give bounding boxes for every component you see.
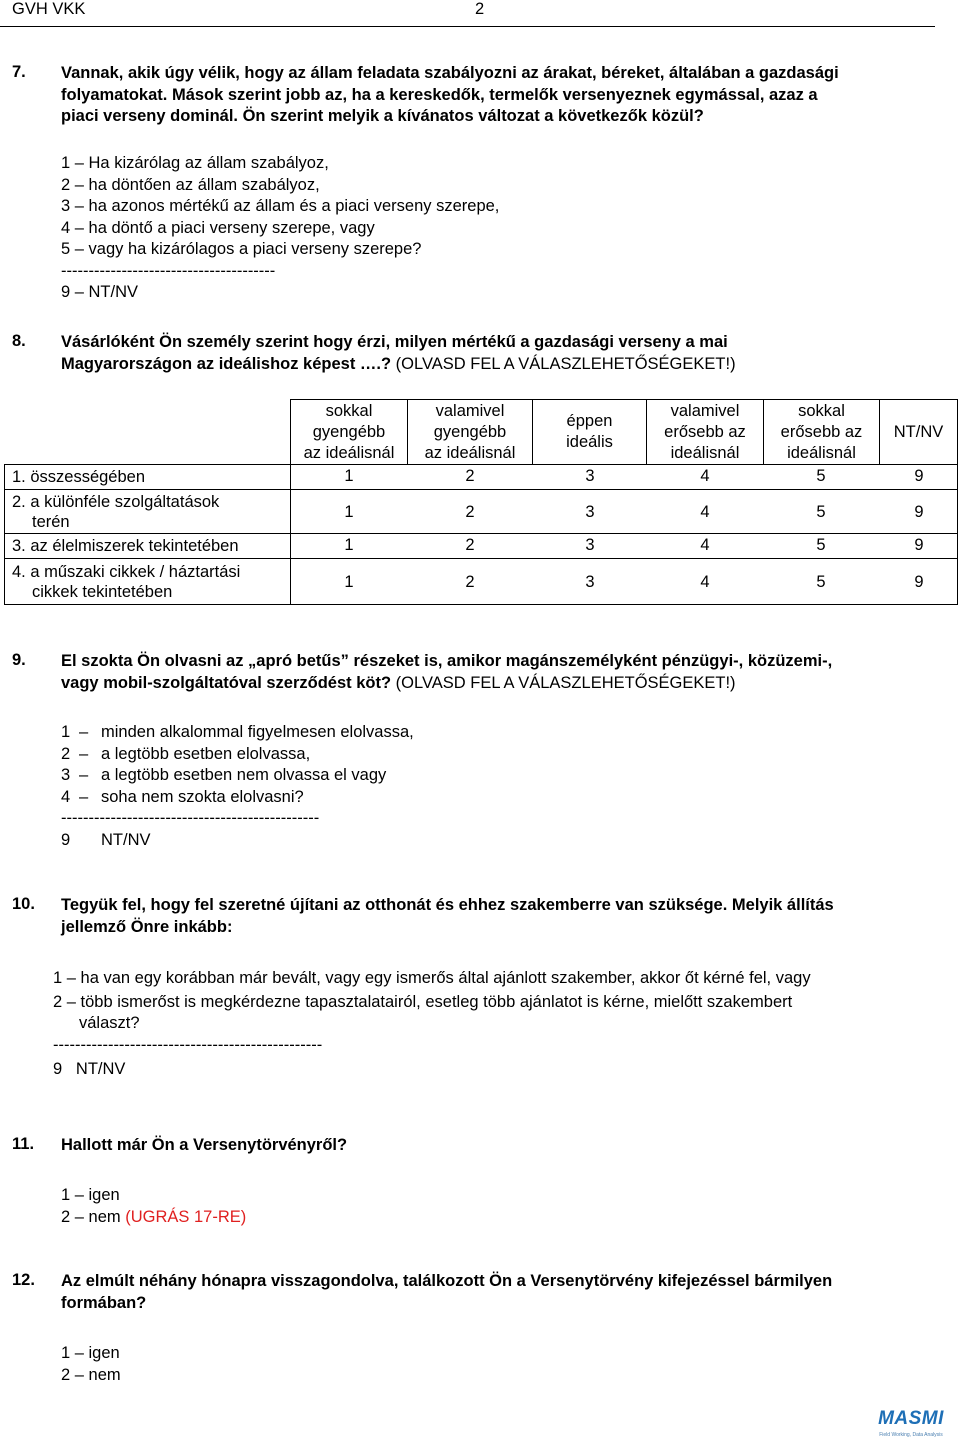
option-text: minden alkalommal figyelmesen elolvassa, — [101, 723, 414, 741]
q8-code[interactable]: 4 — [700, 467, 710, 485]
col-header-line: ideálisnál — [670, 443, 740, 462]
page-number: 2 — [475, 0, 485, 18]
q7-option: 1 – Ha kizárólag az állam szabályoz, — [61, 154, 329, 172]
q12-text — [61, 1271, 941, 1314]
header-rule — [0, 26, 935, 27]
header-left: GVH VKK — [12, 0, 86, 18]
q8-code[interactable]: 9 — [914, 503, 924, 521]
q10-number: 10. — [12, 895, 35, 913]
q8-code[interactable]: 3 — [585, 467, 595, 485]
option-text: soha nem szokta elolvasni? — [101, 787, 304, 806]
q7-option: 4 – ha döntő a piaci verseny szerepe, vagy — [61, 218, 375, 237]
q8-instruction: (OLVASD FEL A VÁLASZLEHETŐSÉGEKET!) — [391, 354, 736, 373]
masmi-logo — [876, 1408, 946, 1446]
skip-instruction: (UGRÁS 17-RE) — [125, 1208, 247, 1226]
q8-code[interactable]: 1 — [344, 467, 354, 485]
q10-line: jellemző Önre inkább: — [61, 917, 233, 936]
q9-line2-bold: vagy mobil-szolgáltatóval szerződést köt? — [61, 673, 392, 692]
q9-option: 4 – soha nem szokta elolvasni? — [61, 787, 414, 809]
q8-code[interactable]: 4 — [700, 573, 710, 591]
q8-table — [4, 399, 958, 605]
q12-number: 12. — [12, 1271, 35, 1289]
q8-code[interactable]: 5 — [816, 536, 826, 554]
q12-line: Az elmúlt néhány hónapra visszagondolva, találkozott Ön a Versenytörvény kifejezéssel bármilyen — [61, 1272, 833, 1290]
logo-tagline: Field Working, Data Analysis — [879, 1432, 943, 1438]
q9-line: El szokta Ön olvasni az „apró betűs” részeket is, amikor magánszemélyként pénzügyi-, közüzemi-, — [61, 652, 833, 670]
q10-dont-know: 9 NT/NV — [53, 1060, 126, 1078]
q8-code[interactable]: 3 — [585, 536, 595, 554]
q8-row-label: 1. összességében — [12, 468, 146, 486]
q8-code[interactable]: 2 — [465, 573, 475, 591]
q9-instruction: (OLVASD FEL A VÁLASZLEHETŐSÉGEKET!) — [391, 673, 736, 692]
col-header-line: valamivel — [670, 401, 740, 420]
option-text: a legtöbb esetben elolvassa, — [101, 744, 311, 763]
q12-option: 2 – nem — [61, 1366, 121, 1384]
q9-option: 2 – a legtöbb esetben elolvassa, — [61, 744, 414, 766]
q8-code[interactable]: 5 — [816, 467, 826, 485]
col-header-line: gyengébb — [433, 422, 507, 441]
q12-option: 1 – igen — [61, 1344, 120, 1362]
col-header-line: az ideálisnál — [424, 443, 516, 462]
q12-line: formában? — [61, 1293, 147, 1312]
q9-separator: ----------------------------------------------- — [61, 809, 320, 827]
q10-text — [61, 895, 941, 938]
q8-col-header — [407, 399, 533, 465]
q7-text — [61, 63, 941, 128]
q8-code[interactable]: 1 — [344, 536, 354, 554]
q8-line: Vásárlóként Ön személy szerint hogy érzi, milyen mértékű a gazdasági verseny a mai — [61, 333, 728, 351]
q8-line2-bold: Magyarországon az ideálishoz képest ….? — [61, 354, 392, 373]
q9-text — [61, 651, 941, 694]
col-header-line: sokkal — [798, 401, 845, 420]
q8-line — [61, 354, 941, 376]
q11-option — [61, 1206, 246, 1228]
q7-separator: --------------------------------------- — [61, 261, 276, 280]
q8-code[interactable]: 3 — [585, 503, 595, 521]
q8-col-header — [532, 399, 647, 465]
q8-text — [61, 332, 941, 375]
col-header-line: ideálisnál — [787, 443, 856, 462]
q8-code[interactable]: 5 — [816, 573, 826, 591]
q8-code[interactable]: 1 — [344, 503, 354, 521]
q7-line: folyamatokat. Mások szerint jobb az, ha a kereskedők, termelők versenyeznek egymással, azaz a — [61, 85, 818, 104]
q8-code[interactable]: 5 — [816, 503, 826, 521]
option-code: 4 — [61, 787, 71, 806]
q9-option: 1 – minden alkalommal figyelmesen elolvassa, — [61, 722, 414, 744]
col-header-line: gyengébb — [312, 422, 386, 441]
q8-code[interactable]: 9 — [914, 467, 924, 485]
q7-line: piaci verseny dominál. Ön szerint melyik a kívánatos változat a következők közül? — [61, 107, 704, 126]
q7-option: 3 – ha azonos mértékű az állam és a piaci verseny szerepe, — [61, 197, 500, 215]
q7-number: 7. — [12, 63, 26, 81]
q10-option: 2 – több ismerőst is megkérdezne tapasztalatairól, esetleg több ajánlatot is kérne, mielőtt szakembert — [53, 993, 793, 1011]
q9-dont-know — [61, 830, 414, 852]
q8-code[interactable]: 2 — [465, 467, 475, 485]
q11-text: Hallott már Ön a Versenytörvényről? — [61, 1136, 348, 1154]
q8-number: 8. — [12, 332, 26, 350]
q10-option-cont: választ? — [79, 1014, 140, 1032]
q7-options — [61, 153, 499, 304]
logo-wordmark: MASMI — [878, 1408, 944, 1429]
col-header-line: ideális — [566, 433, 613, 451]
table-divider — [290, 464, 291, 605]
q8-code[interactable]: 2 — [465, 536, 475, 554]
col-header-line: erősebb az — [664, 422, 746, 441]
row-label-line: cikkek tekintetében — [32, 583, 173, 601]
q10-option: 1 – ha van egy korábban már bevált, vagy egy ismerős által ajánlott szakember, akkor őt kérné fel, vagy — [53, 969, 811, 987]
q11-options — [61, 1184, 246, 1228]
q9-option: 3 – a legtöbb esetben nem olvassa el vagy — [61, 765, 414, 787]
q8-code[interactable]: 4 — [700, 503, 710, 521]
q9-line — [61, 673, 941, 695]
q11-option: 1 – igen — [61, 1186, 120, 1204]
q9-number: 9. — [12, 651, 26, 669]
q11-number: 11. — [12, 1135, 35, 1153]
row-label-line: terén — [32, 513, 70, 531]
q8-code[interactable]: 9 — [914, 536, 924, 554]
row-label-line: 2. a különféle szolgáltatások — [12, 493, 220, 511]
q8-code[interactable]: 3 — [585, 573, 595, 591]
q8-col-header — [763, 399, 880, 465]
q10-line: Tegyük fel, hogy fel szeretné újítani az otthonát és ehhez szakemberre van szüksége. Melyik állítás — [61, 896, 834, 914]
q8-row-label: 3. az élelmiszerek tekintetében — [12, 537, 239, 555]
col-header-line: az ideálisnál — [303, 443, 395, 462]
option-code: 1 — [61, 723, 71, 741]
q8-col-header — [290, 399, 408, 465]
q7-option: 2 – ha döntően az állam szabályoz, — [61, 175, 320, 194]
option-code: 2 — [61, 744, 71, 763]
q7-dont-know: 9 – NT/NV — [61, 283, 139, 301]
col-header-line: NT/NV — [893, 422, 944, 441]
q8-row-label — [12, 562, 240, 602]
q8-row-label — [12, 492, 219, 532]
col-header-line: valamivel — [435, 401, 505, 420]
q7-line: Vannak, akik úgy vélik, hogy az állam feladata szabályozni az árakat, béreket, általában a gazdasági — [61, 64, 839, 82]
option-text: 2 – nem — [61, 1208, 126, 1226]
row-label-line: 4. a műszaki cikkek / háztartási — [12, 563, 241, 581]
option-text: a legtöbb esetben nem olvassa el vagy — [101, 766, 387, 784]
q12-options — [61, 1342, 121, 1386]
q10-options — [53, 966, 811, 1081]
col-header-line: sokkal — [325, 401, 373, 420]
q9-options — [61, 722, 414, 851]
col-header-line: éppen — [566, 412, 613, 430]
q10-separator: ------------------------------------------------- — [53, 1036, 323, 1054]
q8-code[interactable]: 1 — [344, 573, 354, 591]
q8-col-header — [879, 399, 958, 465]
q8-code[interactable]: 9 — [914, 573, 924, 591]
q7-option: 5 – vagy ha kizárólagos a piaci verseny szerepe? — [61, 240, 422, 258]
col-header-line: erősebb az — [780, 422, 863, 441]
option-text: NT/NV — [101, 830, 151, 849]
q8-code[interactable]: 4 — [700, 536, 710, 554]
q8-code[interactable]: 2 — [465, 503, 475, 521]
q8-col-header — [646, 399, 764, 465]
option-code: 9 — [61, 830, 71, 849]
option-code: 3 — [61, 766, 71, 784]
